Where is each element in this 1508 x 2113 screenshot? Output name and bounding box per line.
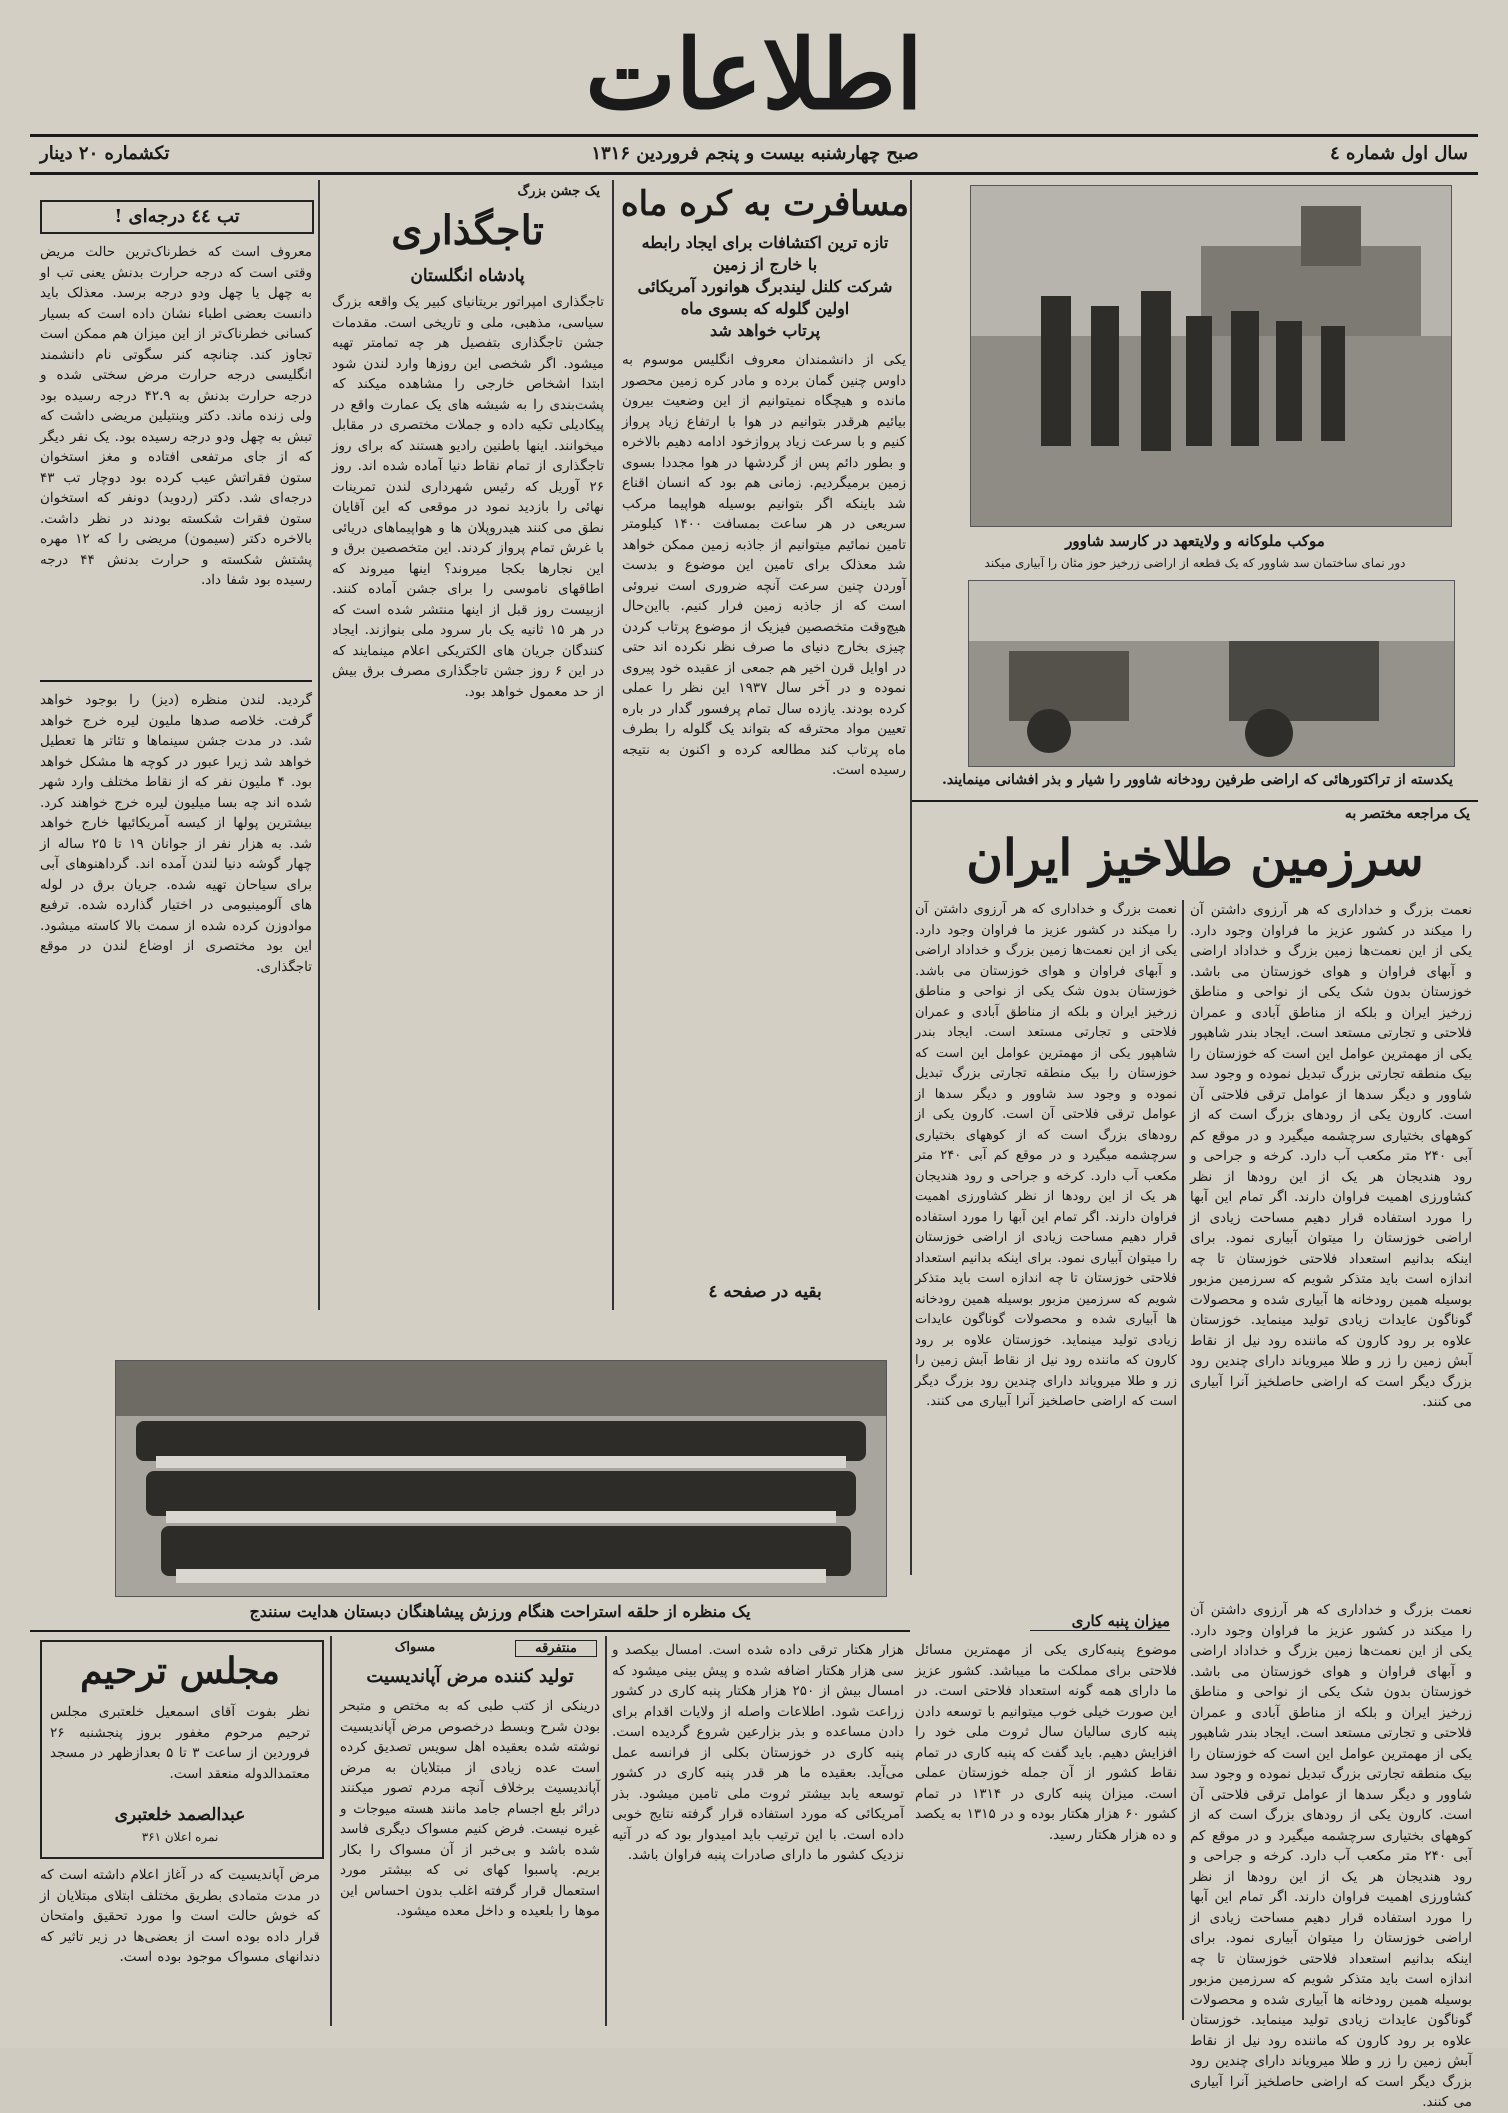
column-divider [40, 680, 312, 682]
photo-scouts-illustration [116, 1361, 886, 1596]
photo-scouts-caption: یک منظره از حلقه استراحت هنگام ورزش پیشاهنگان دبستان هدایت سنندج [249, 1602, 751, 1621]
coronation-body: تاجگذاری امپراتور بریتانیای کبیر یک واقعه بزرگ سیاسی، مذهبی، ملی و تاریخی است. مقدمات جشن تاجگذاری بتفصیل هر چه تمامتر تهیه میشود. اگر شخصی این روزها وارد لندن شود ابتدا اشخاص خارجی را مشاهده میکند که پشت‌بندی را به شیشه های یک عمارت واقع در پیکادیلی تکیه داده و جملات مختصری در مقابل میخوانند. اینها باطنین رادیو هستند که برای روز تاجگذاری از تمام نقاط دنیا آماده شده اند. روز ۲۶ آوریل که رئیس شهرداری لندن تمرینات نهائی را بازدید نمود در موقعی که این آقایان نطق می کنند هیدروپلان ها و هواپیماهای دریائی با غرش تمام پرواز کردند. این متخصصین برق و این نجارها بکجا میروند؟ اینها میروند که اطاقهای ناموسی را برای جشن آماده کنند. ازبیست روز قبل از اینها منتشر شده است که در هر ۱۵ ثانیه یک بار سرود ملی بنوازند. ایجاد کنندگان جریان های الکتریکی اعلام مینمایند که در این ۶ روز جشن تاجگذاری مصرف برق بیش از حد معمول خواهد بود. [331, 294, 604, 700]
disease-title: تولید کننده مرض آپاندیسیت [366, 1666, 574, 1687]
coronation-subtitle: پادشاه انگلستان [410, 266, 525, 286]
masthead-title: اطلاعات [585, 18, 923, 131]
cotton-subheading: میزان پنبه کاری [1030, 1612, 1170, 1631]
moon-subtitle-line: تازه ترین اکتشافات برای ایجاد رابطه [641, 233, 889, 252]
moon-subtitle-line: پرتاب خواهد شد [709, 321, 821, 340]
disease-body: درینکی از کتب طبی که به مختص و متبحر بودن شرح وبسط درخصوص مرض آپاندیسیت نوشته شده بعقیده اهل سویس تصدیق کرده است عده زیادی از مبتلایان به مرض آپاندیسیت برخلاف آنچه مردم تصور میکنند دراثر بلع اجسام جامد مانند هسته میوجات و غیره نیست. فرض کنیم مسواک دیگری فاسد شده باشد و بی‌خبر از آن مسواک را بکار بریم. پاسبوا کهای نی که بیشتر مورد استعمال قرار گرفته اغلب بدون احساس این موها را بلعیده و داخل معده میشود. [340, 1698, 600, 1919]
issue-date: صبح چهارشنبه بیست و پنجم فروردین ۱۳۱۶ [591, 143, 919, 164]
masthead-bottom-rule [30, 172, 1478, 175]
moon-subtitle-line: شرکت کلنل لیندبرگ هوانورد آمریکائی [637, 277, 893, 296]
column-rule [605, 1636, 607, 2026]
photo-dam-caption-title: موکب ملوکانه و ولایتعهد در کارسد شاوور [1065, 532, 1325, 550]
disease-kicker: منتفرقه [515, 1640, 597, 1657]
memorial-body: نظر بفوت آقای اسمعیل خلعتبری مجلس ترحیم مرحوم مغفور بروز پنجشنبه ۲۶ فروردین از ساعت ۳ تا ۵ بعدازظهر در مسجد معتمدالدوله منعقد است. [50, 1704, 311, 1782]
khuzestan-kicker: یک مراجعه مختصر به [1344, 806, 1470, 822]
issue-price: تکشماره ۲۰ دینار [40, 143, 170, 164]
disease-kicker2: مسواک [394, 1640, 436, 1655]
photo-tractors [968, 580, 1455, 767]
column-rule [318, 180, 320, 1310]
column-rule [910, 180, 912, 1575]
coronation-title: تاجگذاری [391, 207, 544, 254]
fever-body: معروف است که خطرناک‌ترین حالت مریض وقتی است که درجه حرارت بدنش یعنی تب او به چهل یا چهل ودو درجه برسد. معذلک باید دانست بعضی اطباء نشان داده است که بسیار کسانی خطرناک‌تر از این میزان هم ممکن است تجاوز کند. چنانچه کنر سگوتی نام دانشمند انگلیسی درجه حرارت مرض سختی شده و درجه حرارت بدنش به ۴۲.۹ درجه رسیده بود ولی زنده ماند. دکتر وینتیلین مریضی داشت که تبش به چهل ودو درجه رسیده بود. یک نفر دیگر که از جای مرتفعی افتاده و مغز استخوان ستون فقراتش عیب کرده بود دوچار تب ۴۳ درجه‌ای شد. دکتر (ردوید) دونفر که استخوان ستون فقرات شکسته بودند در نظر داشت. بالاخره دکتر (سیمون) مریضی را که ۱۲ مهره پشتش شکسته و حرارت بدنش ۴۴ درجه رسیده بود شفا داد. [40, 244, 313, 588]
bottom-row-rule [30, 1630, 910, 1632]
moon-subtitle-line: اولین گلوله که بسوی ماه [680, 299, 850, 318]
london-body: گردید. لندن منظره (دیز) را بوجود خواهد گرفت. خلاصه صدها ملیون لیره خرج خواهد شد. در مدت جشن سینماها و تئاتر ها تعطیل خواهد شد زیرا عبور در کوچه ها مشکل خواهد بود. ۴ ملیون نفر که از نقاط مختلف وارد شهر شده اند چه بسا میلیون لیره خرج خواهند کرد. بیشترین پولها از کیسه آمریکائیها خارج خواهد شد. به هزار نفر از جوانان ۱۹ تا ۲۵ ساله از چهار گوشه دنیا لندن آمده اند. گرداهنوهای آبی برای سیاحان تهیه شده. جریان برق در لوله های آلومینیومی در اختیار گذارده شده. ترفیع موادوزن کرده شده از سمت بالا کاسته میشود. این بود مختصری از اوضاع لندن در موقع تاجگذاری. [40, 692, 312, 975]
moon-subtitle-line: با خارج از زمین [712, 255, 818, 274]
farming-body: هزار هکتار ترقی داده شده است. امسال بیکصد و سی هزار هکتار اضافه شده و پیش بینی میشود که امسال بیش از ۲۵۰ هزار هکتار پنبه کاری در کشور زراعت شود. اطلاعات واصله از ولایات اقدام برای دادن مساعده و بذر بزارعین شروع گردیده است. پنبه کاری در خوزستان بکلی از فرانسه عمل می‌آید. بعقیده ما هر قدر پنبه کاری در کشور توسعه یابد بیشتر ثروت ملی تامین میشود. بذر آمریکائی که مورد استفاده قرار گرفته نتایج خوبی داده است. با این ترتیب باید امیدوار بود که در آتیه نزدیک کشور ما دارای صادرات پنبه فراوان باشد. [612, 1642, 904, 1863]
khuzestan-top-rule [912, 800, 1478, 802]
moon-article-title: مسافرت به کره ماه [620, 184, 910, 224]
khuzestan-body-col2: نعمت بزرگ و خداداری که هر آرزوی داشتن آن را میکند در کشور عزیز ما فراوان وجود دارد. یکی از این نعمت‌ها زمین بزرگ و خداداد اراضی و آبهای فراوان و هوای خوزستان می باشد. خوزستان بدون شک یکی از نواحی و مناطق زرخیز ایران و بلکه از مناطق آبادی و عمران فلاحتی و تجارتی مستعد است. ایجاد بندر شاهپور یکی از مهمترین عوامل این است که خوزستان را بیک منطقه تجارتی بزرگ تبدیل نموده و وجود سد شاوور و دیگر سدها از عوامل ترقی فلاحتی آن است. کارون یکی از رودهای بزرگ است که از کوههای بختیاری سرچشمه میگیرد و در موقع کم آبی ۲۴۰ متر مکعب آب دارد. کرخه و جراحی و رود هندیجان هر یک از این رودها از نظر کشاورزی اهمیت فراوان دارند. اگر تمام این آبها را مورد استفاده قرار دهیم مساحت زیادی از اراضی خوزستان را میتوان آبیاری نمود. برای اینکه بدانیم استعداد فلاحتی خوزستان تا چه اندازه است باید متذکر شویم که سرزمین مزبور بوسیله همین رودخانه ها آبیاری شده و محصولات گوناگون عایدات زیادی تولید مینماید. خوزستان علاوه بر رود کارون که ماننده رود نیل از نقاط آبش زمین را زر و طلا میرویاند دارای چندین رود بزرگ دیگر است که اراضی حاصلخیز آنرا آبیاری می کنند. [915, 902, 1177, 1409]
photo-tractors-caption: یکدسته از تراکتورهائی که اراضی طرفین رودخانه شاوور را شیار و بذر افشانی مینمایند. [941, 772, 1454, 788]
masthead-top-rule [30, 134, 1478, 137]
memorial-ad-number: نمره اعلان ۳۶۱ [141, 1830, 219, 1844]
photo-dam-caption-sub: دور نمای ساختمان سد شاوور که یک قطعه از اراضی زرخیز حوز مثان را آبیاری میکند [984, 556, 1406, 570]
column-rule [330, 1636, 332, 2026]
photo-dam-visit-illustration [971, 186, 1451, 526]
photo-scouts [115, 1360, 887, 1597]
khuzestan-title: سرزمین طلاخیز ایران [966, 828, 1424, 887]
memorial-title: مجلس ترحیم [80, 1650, 280, 1692]
cotton-body: موضوع پنبه‌کاری یکی از مهمترین مسائل فلاحتی برای مملکت ما میباشد. کشور عزیز ما دارای همه گونه استعداد فلاحتی است. در این صورت خیلی خوب میتوانیم با توسعه دادن پنبه کاری سالیان سال ثروت ملی خود را افزایش دهیم. باید گفت که پنبه کاری در تمام نقاط کشور از آن جمله خوزستان عملی است. میزان پنبه کاری در ۱۳۱۴ در تمام کشور ۶۰ هزار هکتار بوده و در ۱۳۱۵ به یکصد و ده هزار هکتار رسید. [915, 1642, 1177, 1843]
photo-dam-visit [970, 185, 1452, 527]
bottom-left-body: مرض آپاندیسیت که در آغاز اعلام داشته است که در مدت متمادی بطریق مختلف ابتلای مبتلایان از که خوش حالت است وا مورد تحقیق وامتحان قرار داده بوده است از بعضی‌ها در زیر تاثیر که دندانهای مسواک موجود بوده است. [40, 1867, 320, 1965]
khuzestan-body-col1: نعمت بزرگ و خداداری که هر آرزوی داشتن آن را میکند در کشور عزیز ما فراوان وجود دارد. یکی از این نعمت‌ها زمین بزرگ و خداداد اراضی و آبهای فراوان و هوای خوزستان می باشد. خوزستان بدون شک یکی از نواحی و مناطق زرخیز ایران و بلکه از مناطق آبادی و عمران فلاحتی و تجارتی مستعد است. ایجاد بندر شاهپور یکی از مهمترین عوامل این است که خوزستان را بیک منطقه تجارتی بزرگ تبدیل نموده و وجود سد شاوور و دیگر سدها از عوامل ترقی فلاحتی آن است. کارون یکی از رودهای بزرگ است که از کوههای بختیاری سرچشمه میگیرد و در موقع کم آبی ۲۴۰ متر مکعب آب دارد. کرخه و جراحی و رود هندیجان هر یک از این رودها از نظر کشاورزی اهمیت فراوان دارند. اگر تمام این آبها را مورد استفاده قرار دهیم مساحت زیادی از اراضی خوزستان را میتوان آبیاری نمود. برای اینکه بدانیم استعداد فلاحتی خوزستان تا چه اندازه است باید متذکر شویم که سرزمین مزبور بوسیله همین رودخانه ها آبیاری شده و محصولات گوناگون عایدات زیادی تولید مینماید. خوزستان علاوه بر رود کارون که ماننده رود نیل از نقاط آبش زمین را زر و طلا میرویاند دارای چندین رود بزرگ دیگر است که اراضی حاصلخیز آنرا آبیاری می کنند. [1190, 902, 1472, 1410]
issue-number: سال اول شماره ٤ [1330, 143, 1468, 164]
column-rule [1182, 900, 1184, 2020]
photo-tractors-illustration [969, 581, 1454, 766]
coronation-kicker: یک جشن بزرگ [517, 184, 600, 199]
moon-article-body: یکی از دانشمندان معروف انگلیس موسوم به داوس چنین گمان برده و مادر کره زمین محصور مانده و هیچگاه نمیتوانیم از این وضعیت بیرون بیائیم هرقدر بتوانیم در هوا با ارتفاع زیاد پرواز کنیم و با سرعت زیاد پروازخود ادامه دهیم بالاخره و بطور دائم پس از گردشها در هوا مجددا بسوی زمین برمیگردیم. زمانی هم بود که انسان اقناع شد باینکه اگر بتوانیم بوسیله هواپیما مرکب سریعی در هر ساعت بمسافت ۱۴۰۰ کیلومتر تامین نمائیم میتوانیم از جاذبه زمین ممکن خواهد شد معذلک برای تامین این موضوع و بدست آوردن چنین سرعت آنچه ضروری است نیروئی است که از جاذبه زمین فرار کنیم. بااین‌حال هیچ‌وقت متخصصین فیزیک از موضوع پرتاب کردن چیزی بخارج دنیای ما صرف نظر نکرده اند حتی در اوایل قرن اخیر هم جمعی از عقیده خود پیروی نموده و در آخر سال ۱۹۳۷ این نظر را عملی کرده بودند. یازده سال تمام پرفسور گدار در باره تعیین مواد محترقه که بتواند یک گلوله را بطرف ماه پرتاب کند مطالعه کرده و اکنون به نتیجه رسیده است. [622, 352, 907, 778]
fever-title: تب ٤٤ درجه‌ای ! [40, 200, 314, 234]
moon-article-subtitles [620, 232, 910, 342]
column-rule [612, 180, 614, 1310]
khuzestan-body-cont: نعمت بزرگ و خداداری که هر آرزوی داشتن آن را میکند در کشور عزیز ما فراوان وجود دارد. یکی از این نعمت‌ها زمین بزرگ و خداداد اراضی و آبهای فراوان و هوای خوزستان می باشد. خوزستان بدون شک یکی از نواحی و مناطق زرخیز ایران و بلکه از مناطق آبادی و عمران فلاحتی و تجارتی مستعد است. ایجاد بندر شاهپور یکی از مهمترین عوامل این است که خوزستان را بیک منطقه تجارتی بزرگ تبدیل نموده و وجود سد شاوور و دیگر سدها از عوامل ترقی فلاحتی آن است. کارون یکی از رودهای بزرگ است که از کوههای بختیاری سرچشمه میگیرد و در موقع کم آبی ۲۴۰ متر مکعب آب دارد. کرخه و جراحی و رود هندیجان هر یک از این رودها از نظر کشاورزی اهمیت فراوان دارند. اگر تمام این آبها را مورد استفاده قرار دهیم مساحت زیادی از اراضی خوزستان را میتوان آبیاری نمود. برای اینکه بدانیم استعداد فلاحتی خوزستان تا چه اندازه است باید متذکر شویم که سرزمین مزبور بوسیله همین رودخانه ها آبیاری شده و محصولات گوناگون عایدات زیادی تولید مینماید. خوزستان علاوه بر رود کارون که ماننده رود نیل از نقاط آبش زمین را زر و طلا میرویاند دارای چندین رود بزرگ دیگر است که اراضی حاصلخیز آنرا آبیاری می کنند. [1190, 1602, 1472, 2110]
memorial-signature: عبدالصمد خلعتبری [114, 1805, 246, 1825]
moon-article-continued: بقیه در صفحه ٤ [708, 1282, 822, 1302]
